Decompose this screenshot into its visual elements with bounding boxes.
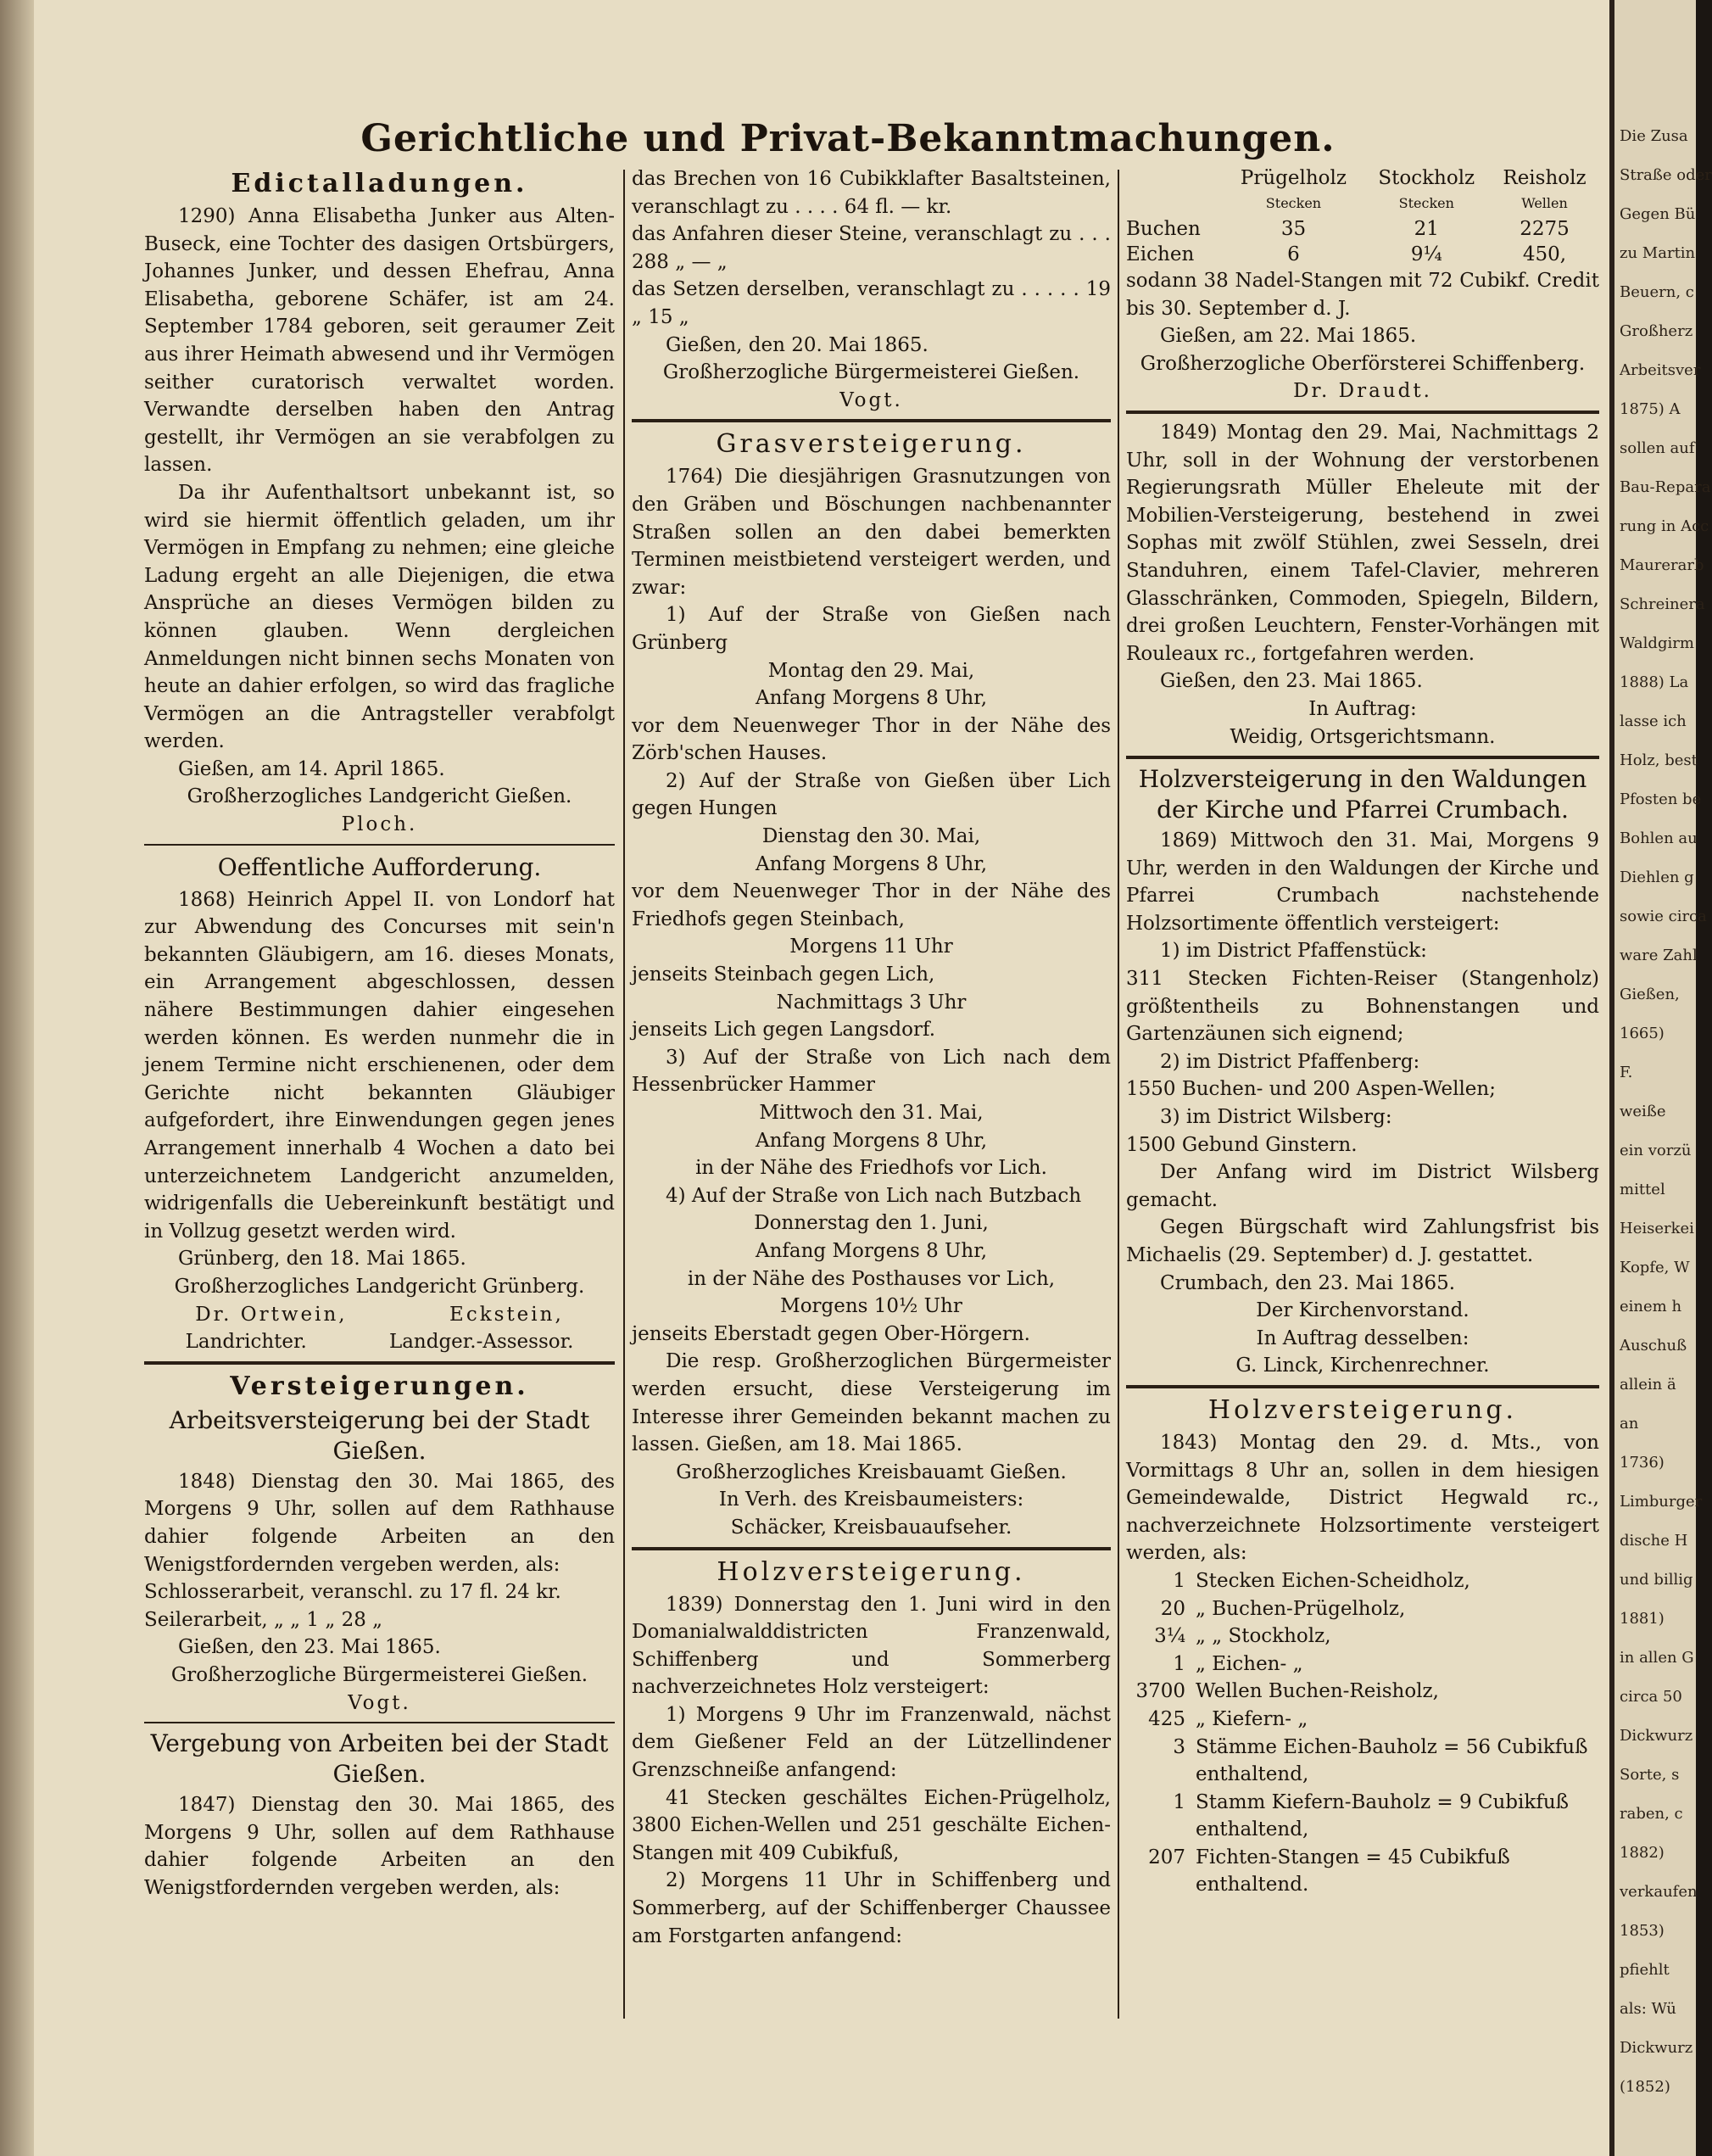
adjacent-page-fragment: dische H [1620,1532,1688,1550]
adjacent-page-fragment: rung in Acc [1620,517,1709,535]
gras-road-4-place: in der Nähe des Posthauses vor Lich, [687,1267,1056,1290]
table-row [1126,242,1599,267]
table-cell: 9¼ [1410,243,1442,265]
arbeit-title: Arbeitsversteigerung bei der Stadt Gießen. [169,1405,590,1465]
wood-table-header [1126,165,1599,191]
adjacent-page-fragment: Auschuß [1620,1337,1687,1354]
crumbach-district-3: 3) im District Wilsberg: [1160,1106,1392,1129]
aufforderung-court: Großherzogliches Landgericht Grünberg. [174,1275,585,1298]
adjacent-page-fragment: (1852) [1620,2078,1670,2096]
aufforderung-signatures [144,1301,615,1329]
adjacent-page-fragment: Kopfe, W [1620,1259,1690,1276]
adjacent-page-fragment: raben, c [1620,1805,1683,1823]
adjacent-page-fragment: einem h [1620,1298,1682,1315]
adjacent-page-fragment: Die Zusa [1620,127,1688,145]
schiffenberg-text: sodann 38 Nadel-Stangen mit 72 Cubikf. Credit bis 30. September d. J. [1126,270,1599,320]
wood-table-units [1126,191,1599,216]
item-quantity: 20 [1160,1597,1185,1620]
adjacent-page-fragment: ware Zahl [1620,947,1698,964]
edict-signature: Ploch. [341,813,418,836]
schiffenberg-signature: Dr. Draudt. [1293,380,1432,403]
item-text: „ Eichen- „ [1196,1652,1303,1675]
table-cell: 21 [1414,218,1439,240]
adjacent-page-fragment: zu Martin [1620,244,1696,262]
cost-item-2: das Anfahren dieser Steine, veranschlagt zu . . . 288 „ — „ [632,223,1111,273]
column-2 [632,165,1111,1950]
item-quantity: 3 [1173,1735,1185,1758]
gras-signature: Schäcker, Kreisbauaufseher. [730,1516,1012,1539]
adjacent-page-fragment: mittel [1620,1181,1665,1198]
crumbach-date: Crumbach, den 23. Mai 1865. [1160,1271,1456,1294]
adjacent-page-fragment: Schreinera [1620,595,1705,613]
cost-office: Großherzogliche Bürgermeisterei Gießen. [662,361,1080,384]
gras-road-2-time-2: Morgens 11 Uhr [789,936,953,958]
section-divider [1126,1385,1599,1388]
adjacent-page-fragment: Bau-Repara [1620,478,1711,496]
item-text: Fichten-Stangen = 45 Cubikfuß enthaltend. [1196,1846,1510,1896]
gras-note: Die resp. Großherzoglichen Bürgermeister werden ersucht, diese Versteigerung im Interesse ihrer Gemeinden bekannt machen zu lassen. Gießen, am 18. Mai 1865. [632,1350,1111,1456]
crumbach-note-2: Gegen Bürgschaft wird Zahlungsfrist bis Michaelis (29. September) d. J. gestattet. [1126,1216,1599,1266]
cost-date: Gießen, den 20. Mai 1865. [666,333,928,356]
item-text: Stamm Kiefern-Bauholz = 9 Cubikfuß enthaltend, [1196,1790,1570,1841]
gras-road-4-time: Anfang Morgens 8 Uhr, [755,1239,988,1262]
gras-road-3-day: Mittwoch den 31. Mai, [759,1102,984,1124]
col-stockholz: Stockholz [1378,167,1475,189]
gras-road-4-time-2: Morgens 10½ Uhr [780,1295,962,1318]
gras-road-2-time: Anfang Morgens 8 Uhr, [755,852,988,875]
adjacent-page-fragment: circa 50 [1620,1688,1682,1706]
adjacent-page-fragment: F. [1620,1064,1633,1081]
col-reisholz: Reisholz [1503,167,1587,189]
item-text: Wellen Buchen-Reisholz, [1196,1680,1439,1703]
section-divider [1126,411,1599,414]
adjacent-page-fragment: allein ä [1620,1376,1676,1394]
adjacent-page-fragment: Straße oder [1620,166,1712,184]
list-item [1126,1595,1599,1623]
adjacent-page-fragment: an [1620,1415,1639,1433]
schiffenberg-office: Großherzogliche Oberförsterei Schiffenberg. [1140,352,1586,375]
item-text: Stecken Eichen-Scheidholz, [1196,1569,1470,1592]
adjacent-page-fragment: Sorte, s [1620,1766,1680,1784]
arbeit-office: Großherzogliche Bürgermeisterei Gießen. [170,1663,588,1686]
adjacent-page-fragment: sollen auf [1620,439,1695,457]
item-quantity: 1 [1173,1790,1185,1813]
crumbach-intro: 1869) Mittwoch den 31. Mai, Morgens 9 Uhr, werden in den Waldungen der Kirche und Pfarrei Crumbach nachstehende Holzsortimente öffentlich versteigert: [1126,829,1599,935]
mobilien-signature: Weidig, Ortsgerichtsmann. [1230,725,1496,748]
column-rule-1 [623,170,625,2019]
gras-road-3-time: Anfang Morgens 8 Uhr, [755,1129,988,1152]
crumbach-office: Der Kirchenvorstand. [1256,1299,1469,1322]
adjacent-page-fragment: Dickwurz [1620,2039,1693,2057]
aufforderung-title: Oeffentliche Aufforderung. [217,852,542,881]
section-divider [144,1361,615,1365]
column-rule-2 [1118,170,1119,2019]
adjacent-page-fragment: Heiserkei [1620,1220,1694,1237]
adjacent-page-fragment: Arbeitsver [1620,361,1701,379]
gras-office: Großherzogliches Kreisbauamt Gießen. [676,1461,1067,1483]
schiffenberg-date: Gießen, am 22. Mai 1865. [1160,325,1417,348]
list-item [1126,1789,1599,1844]
edict-paragraph-2: Da ihr Aufenthaltsort unbekannt ist, so wird sie hiermit öffentlich geladen, um ihr Vermögen in Empfang zu nehmen; eine gleiche Ladung ergeht an alle Diejenigen, die etwa Ansprüche an dieses Vermögen bilden zu können glauben. Wenn dergleichen Anmeldungen nicht binnen sechs Monaten von heute an dahier erfolgen, so wird das fragliche Vermögen an die Antragsteller verabfolgt werden. [144,481,615,753]
arbeit-date: Gießen, den 23. Mai 1865. [178,1636,441,1659]
edict-title: Edictalladungen. [231,169,528,198]
gras-office-2: In Verh. des Kreisbaumeisters: [718,1489,1024,1511]
section-divider [632,1547,1111,1550]
divider [144,1722,615,1723]
adjacent-page-fragment: als: Wü [1620,2000,1676,2018]
section-divider [632,419,1111,422]
item-quantity: 3¼ [1154,1625,1185,1648]
row-label: Eichen [1126,243,1195,265]
adjacent-page-fragment: 1881) [1620,1610,1665,1628]
crumbach-auftrag: In Auftrag desselben: [1256,1327,1469,1349]
crumbach-title: Holzversteigerung in den Waldungen der Kirche und Pfarrei Crumbach. [1138,765,1587,824]
gras-intro: 1764) Die diesjährigen Grasnutzungen von den Gräben und Böschungen nachbenannter Straßen sollen an den dabei bemerkten Terminen meistbietend versteigert werden, und zwar: [632,466,1111,599]
gras-road-1-day: Montag den 29. Mai, [767,659,975,682]
adjacent-page-fragment: und billig [1620,1571,1693,1589]
crumbach-district-2: 2) im District Pfaffenberg: [1160,1050,1420,1073]
vergebung-title: Vergebung von Arbeiten bei der Stadt Gießen. [150,1729,609,1789]
list-item [1126,1844,1599,1899]
adjacent-page-fragment: Diehlen g [1620,869,1694,886]
role-landrichter: Landrichter. [185,1331,307,1354]
item-quantity: 207 [1148,1846,1185,1868]
hegwald-intro: 1843) Montag den 29. d. Mts., von Vormittags 8 Uhr an, sollen in dem hiesigen Gemeindewalde, District Hegwald rc., nachverzeichnete Holzsortimente versteigert werden, als: [1126,1431,1599,1565]
divider [144,844,615,846]
adjacent-page-fragment: Großherz [1620,322,1693,340]
table-cell: 2275 [1520,218,1570,240]
aufforderung-date: Grünberg, den 18. Mai 1865. [178,1248,466,1271]
item-quantity: 3700 [1135,1680,1185,1703]
row-label: Buchen [1126,218,1201,240]
list-item [1126,1623,1599,1651]
unit-3: Wellen [1521,195,1568,211]
arbeit-item-1: Schlosserarbeit, veranschl. zu 17 fl. 24 kr. [144,1581,561,1604]
gras-title: Grasversteigerung. [716,429,1027,460]
adjacent-page-fragment: Dickwurz [1620,1727,1693,1745]
adjacent-page-fragment: Holz, best [1620,751,1698,769]
crumbach-district-2-items: 1550 Buchen- und 200 Aspen-Wellen; [1126,1078,1496,1101]
unit-1: Stecken [1265,195,1322,211]
holz-part-1: 1) Morgens 9 Uhr im Franzenwald, nächst dem Gießener Feld an der Lützellindener Grenzschneiße anfangend: [632,1703,1111,1782]
crumbach-district-1-items: 311 Stecken Fichten-Reiser (Stangenholz) größtentheils zu Bohnenstangen und Gartenzäunen sich eignend; [1126,968,1599,1046]
list-item [1126,1651,1599,1678]
item-text: Stämme Eichen-Bauholz = 56 Cubikfuß enthaltend, [1196,1735,1588,1786]
book-spine [0,0,34,2156]
col-pruegelholz: Prügelholz [1240,167,1347,189]
item-quantity: 1 [1173,1569,1185,1592]
wood-table [1126,165,1599,267]
adjacent-page-fragment: lasse ich [1620,712,1687,730]
edict-date: Gießen, am 14. April 1865. [178,757,445,780]
edict-court: Großherzogliches Landgericht Gießen. [187,785,572,808]
mobilien-text: 1849) Montag den 29. Mai, Nachmittags 2 Uhr, soll in der Wohnung der verstorbenen Regierungsrath Müller Eheleute mit der Mobilien-Versteigerung, bestehend in zwei Sophas mit zwölf Stühlen, zwei Sesseln, drei Standuhren, einem Tafel-Clavier, mehreren Glasschränken, Commoden, Spiegeln, Bildern, drei großen Leuchtern, Fenster-Vorhängen mit Rouleaux rc., fortgefahren werden. [1126,421,1599,665]
table-cell: 450, [1522,243,1567,265]
holz-title: Holzversteigerung. [717,1556,1026,1587]
table-row [1126,216,1599,242]
adjacent-page-fragment: Bohlen au [1620,829,1698,847]
section-divider [1126,756,1599,759]
adjacent-page-fragment: Gegen Bü [1620,205,1696,223]
crumbach-district-3-items: 1500 Gebund Ginstern. [1126,1133,1358,1156]
adjacent-page-fragment: Beuern, c [1620,283,1694,301]
adjacent-page-fragment: in allen G [1620,1649,1694,1667]
gras-road-2: 2) Auf der Straße von Gießen über Lich gegen Hungen [632,769,1111,820]
table-cell: 6 [1287,243,1300,265]
holz-part-1-items: 41 Stecken geschältes Eichen-Prügelholz, 3800 Eichen-Wellen und 251 geschälte Eichen-Stangen mit 409 Cubikfuß, [632,1786,1111,1864]
page-header: Gerichtliche und Privat-Bekanntmachungen. [360,117,1336,160]
gras-road-4: 4) Auf der Straße von Lich nach Butzbach [666,1184,1082,1207]
cost-item-3: das Setzen derselben, veranschlagt zu . . . . . 19 „ 15 „ [632,278,1111,328]
column-1 [144,165,615,1902]
adjacent-page-fragment: 1882) [1620,1844,1665,1862]
column-3 [1126,165,1599,1899]
crumbach-note-1: Der Anfang wird im District Wilsberg gemacht. [1126,1161,1599,1211]
cost-signature: Vogt. [839,388,903,411]
gras-road-2-place-3: jenseits Lich gegen Langsdorf. [632,1019,936,1042]
cost-item-1: das Brechen von 16 Cubikklafter Basaltsteinen, veranschlagt zu . . . . 64 fl. — kr. [632,168,1111,218]
adjacent-page-fragment: Gießen, [1620,986,1680,1003]
list-item [1126,1678,1599,1706]
list-item [1126,1567,1599,1595]
arbeit-text: 1848) Dienstag den 30. Mai 1865, des Morgens 9 Uhr, sollen auf dem Rathhause dahier folgende Arbeiten an den Wenigstfordernden vergeben werden, als: [144,1470,615,1576]
gras-road-4-place-2: jenseits Eberstadt gegen Ober-Hörgern. [632,1322,1030,1345]
adjacent-page-fragment: Pfosten be [1620,790,1702,808]
item-quantity: 425 [1148,1707,1185,1730]
adjacent-page-fragment: 1888) La [1620,673,1689,691]
gras-road-2-time-3: Nachmittags 3 Uhr [776,991,967,1014]
signature-eckstein: Eckstein, [449,1303,564,1326]
item-text: „ „ Stockholz, [1196,1625,1331,1648]
adjacent-page-fragment: sowie circa [1620,908,1707,925]
mobilien-date: Gießen, den 23. Mai 1865. [1160,670,1423,693]
role-assessor: Landger.-Assessor. [388,1331,574,1354]
adjacent-page-fragment: Maurerarb [1620,556,1704,574]
adjacent-page-fragment: ein vorzü [1620,1142,1692,1159]
adjacent-page-fragment: pfiehlt [1620,1961,1670,1979]
signature-ortwein: Dr. Ortwein, [195,1303,348,1326]
hegwald-title: Holzversteigerung. [1207,1394,1518,1425]
aufforderung-text: 1868) Heinrich Appel II. von Londorf hat zur Abwendung des Concurses mit sein'n bekannten Gläubigern, am 16. dieses Monats, ein Arrangement abgeschlossen, dessen nähere Bestimmungen dahier eingesehen werden können. Es werden nunmehr die in jenem Termine nicht erschienenen, oder dem Gerichte nicht bekannten Gläubiger aufgefordert, ihre Einwendungen gegen jenes Arrangement innerhalb 4 Wochen a dato bei unterzeichnetem Landgericht anzumelden, widrigenfalls die Uebereinkunft bestätigt und in Vollzug gesetzt werden wird. [144,888,615,1243]
hegwald-items [1126,1567,1599,1899]
adjacent-page-fragment: 1875) A [1620,400,1681,418]
adjacent-page-fragment: 1853) [1620,1922,1665,1940]
edict-paragraph-1: 1290) Anna Elisabetha Junker aus Alten-Buseck, eine Tochter des dasigen Ortsbürgers, Johannes Junker, und dessen Ehefrau, Anna Elisabetha, geborene Schäfer, ist am 24. September 1784 geboren, seit geraumer Zeit aus ihrer Heimath abwesend und ihr Vermögen seither curatorisch verwaltet worden. Verwandte derselben haben den Antrag gestellt, ihr Vermögen an sie verabfolgen zu lassen. [144,205,615,477]
gras-road-4-day: Donnerstag den 1. Juni, [754,1212,989,1235]
mobilien-auftrag: In Auftrag: [1308,697,1417,720]
arbeit-signature: Vogt. [348,1691,411,1714]
adjacent-page-fragment: verkaufen [1620,1883,1698,1901]
table-cell: 35 [1280,218,1307,240]
versteigerungen-title: Versteigerungen. [230,1371,529,1401]
item-text: „ Kiefern- „ [1196,1707,1308,1730]
item-quantity: 1 [1173,1652,1185,1675]
adjacent-page-fragment: Waldgirm [1620,634,1694,652]
gras-road-1-place: vor dem Neuenweger Thor in der Nähe des Zörb'schen Hauses. [632,714,1111,765]
arbeit-item-2: Seilerarbeit, „ „ 1 „ 28 „ [144,1608,383,1631]
adjacent-page-fragment: weiße [1620,1103,1666,1120]
vergebung-text: 1847) Dienstag den 30. Mai 1865, des Morgens 9 Uhr, sollen auf dem Rathhause dahier folgende Arbeiten an den Wenigstfordernden vergeben werden, als: [144,1794,615,1899]
gras-road-2-place: vor dem Neuenweger Thor in der Nähe des Friedhofs gegen Steinbach, [632,880,1111,930]
adjacent-page-edge [1614,0,1712,2156]
holz-part-2: 2) Morgens 11 Uhr in Schiffenberg und Sommerberg, auf der Schiffenberger Chaussee am Forstgarten anfangend: [632,1869,1111,1947]
list-item [1126,1706,1599,1734]
gras-road-3: 3) Auf der Straße von Lich nach dem Hessenbrücker Hammer [632,1046,1111,1097]
aufforderung-roles [144,1328,615,1356]
gras-road-2-day: Dienstag den 30. Mai, [761,825,981,848]
list-item [1126,1734,1599,1789]
adjacent-page-fragment: 1665) [1620,1025,1665,1042]
gras-road-1-time: Anfang Morgens 8 Uhr, [755,687,988,710]
crumbach-signature: G. Linck, Kirchenrechner. [1235,1354,1490,1377]
crumbach-district-1: 1) im District Pfaffenstück: [1160,940,1427,963]
unit-2: Stecken [1398,195,1454,211]
adjacent-page-fragment: 1736) [1620,1454,1665,1472]
item-text: „ Buchen-Prügelholz, [1196,1597,1406,1620]
adjacent-page-fragment: Limburger [1620,1493,1703,1511]
gras-road-3-place: in der Nähe des Friedhofs vor Lich. [695,1157,1047,1180]
holz-intro: 1839) Donnerstag den 1. Juni wird in den Domanialwalddistricten Franzenwald, Schiffenberg und Sommerberg nachverzeichnetes Holz versteigert: [632,1593,1111,1699]
gras-road-2-place-2: jenseits Steinbach gegen Lich, [632,963,935,986]
gras-road-1: 1) Auf der Straße von Gießen nach Grünberg [632,604,1111,654]
